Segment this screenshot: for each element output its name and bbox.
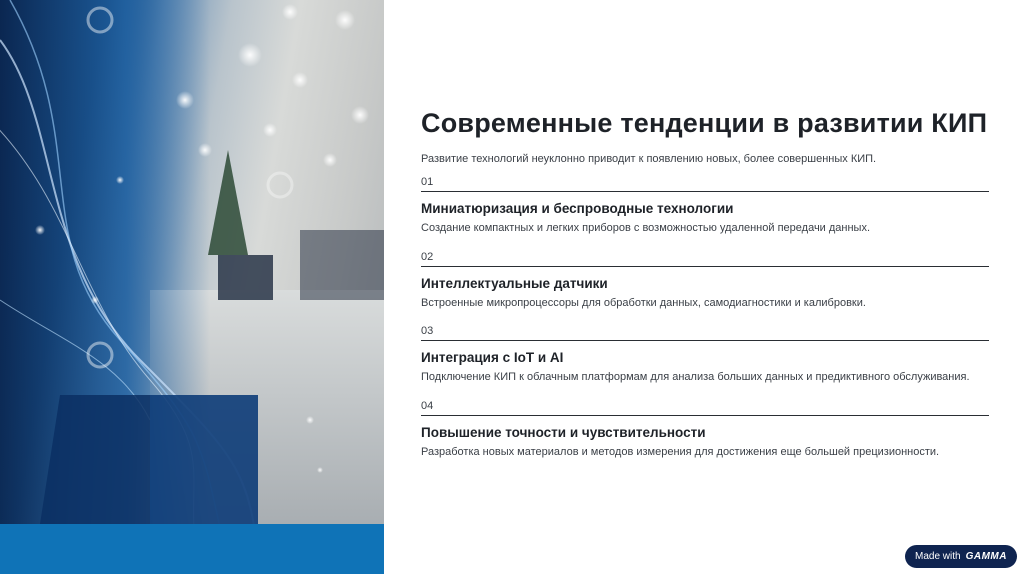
badge-prefix: Made with xyxy=(915,551,961,562)
item-number: 01 xyxy=(421,176,434,188)
item-description: Подключение КИП к облачным платформам для анализа больших данных и предиктивного обслуживания. xyxy=(421,371,970,383)
item-number: 03 xyxy=(421,325,434,337)
item-description: Разработка новых материалов и методов измерения для достижения еще большей прецизионности. xyxy=(421,446,940,458)
item-number: 04 xyxy=(421,400,434,412)
item-divider xyxy=(421,191,989,192)
item-divider xyxy=(421,415,989,416)
hero-image xyxy=(0,0,384,574)
gamma-logo: GAMMA xyxy=(965,551,1007,562)
made-with-gamma-badge[interactable] xyxy=(905,545,1017,568)
hero-image-art xyxy=(0,0,384,574)
slide-subtitle: Развитие технологий неуклонно приводит к появлению новых, более совершенных КИП. xyxy=(421,153,877,165)
item-divider xyxy=(421,266,989,267)
item-divider xyxy=(421,340,989,341)
item-heading: Интеллектуальные датчики xyxy=(421,276,608,291)
item-number: 02 xyxy=(421,251,434,263)
item-heading: Интеграция с IoT и AI xyxy=(421,350,564,365)
item-heading: Миниатюризация и беспроводные технологии xyxy=(421,201,734,216)
item-heading: Повышение точности и чувствительности xyxy=(421,425,706,440)
slide-title: Современные тенденции в развитии КИП xyxy=(421,108,988,138)
item-description: Встроенные микропроцессоры для обработки данных, самодиагностики и калибровки. xyxy=(421,297,866,309)
image-accent-bar xyxy=(0,524,384,574)
item-description: Создание компактных и легких приборов с возможностью удаленной передачи данных. xyxy=(421,222,871,234)
